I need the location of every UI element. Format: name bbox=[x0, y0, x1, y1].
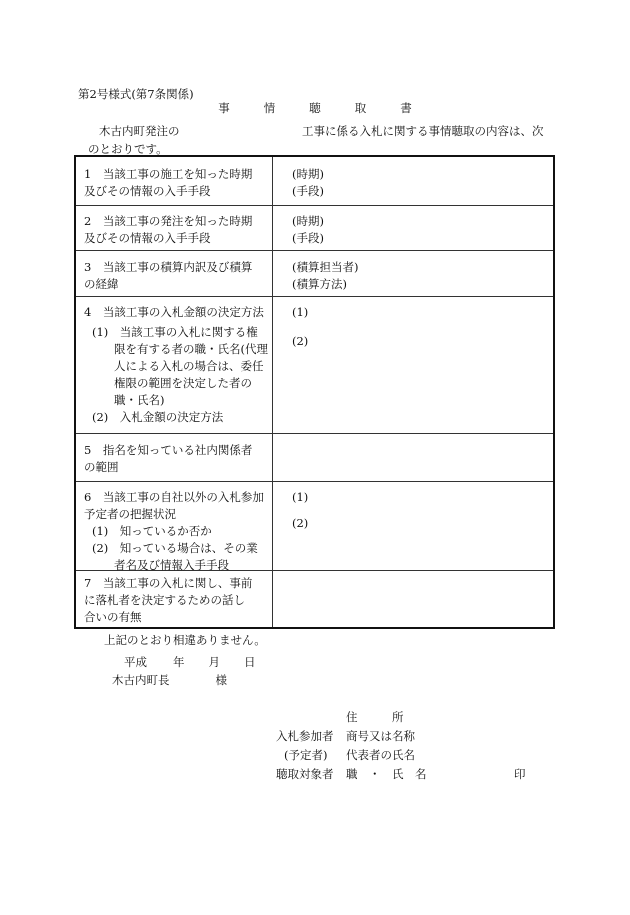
table-row-6 bbox=[76, 482, 553, 571]
row-4-label: 4 当該工事の入札金額の決定方法 (1) 当該工事の入札に関する権限を有する者の職・氏名(代理人による入札の場合は、委任権限の範囲を決定した者の職・氏名) (2) 入札金額の決定方法 bbox=[84, 305, 268, 424]
table-row-3 bbox=[76, 251, 553, 297]
intro-right: 工事に係る入札に関する事情聴取の内容は、次 bbox=[302, 124, 544, 138]
inquiry-table bbox=[74, 155, 555, 629]
intro-left: 木古内町発注の bbox=[99, 124, 180, 138]
row-1-answer[interactable]: (時期) (手段) bbox=[292, 167, 324, 198]
row-3-answer[interactable]: (積算担当者) (積算方法) bbox=[292, 260, 359, 291]
row-3-label: 3 当該工事の積算内訳及び積算 の経緯 bbox=[84, 260, 253, 291]
addressee-line bbox=[112, 672, 227, 689]
confirmation-text: 上記のとおり相違ありません。 bbox=[104, 633, 266, 647]
row-2-answer[interactable]: (時期) (手段) bbox=[292, 214, 324, 245]
intro-line2: のとおりです。 bbox=[88, 142, 168, 156]
title-char: 書 bbox=[400, 101, 412, 115]
company-name-label: 商号又は名称 bbox=[346, 729, 415, 743]
table-row-1 bbox=[76, 157, 553, 206]
seal-mark: 印 bbox=[514, 767, 526, 781]
representative-label: 代表者の氏名 bbox=[346, 748, 415, 762]
row-4-answer-1[interactable]: (1) bbox=[292, 305, 309, 319]
row-1-label: 1 当該工事の施工を知った時期 及びその情報の入手手段 bbox=[84, 167, 253, 198]
row-5-label: 5 指名を知っている社内関係者 の範囲 bbox=[84, 443, 253, 474]
date-era: 平成 bbox=[124, 655, 147, 669]
addressee: 木古内町長 bbox=[112, 673, 170, 687]
table-row-4 bbox=[76, 297, 553, 434]
row-6-label: 6 当該工事の自社以外の入札参加予定者の把握状況 (1) 知っているか否か (2) 知っている場合は、その業者名及び情報入手手段 bbox=[84, 490, 264, 572]
address-label: 住 所 bbox=[346, 710, 404, 724]
honorific: 様 bbox=[215, 673, 227, 687]
row-2-label: 2 当該工事の発注を知った時期 及びその情報の入手手段 bbox=[84, 214, 253, 245]
table-row-5 bbox=[76, 434, 553, 482]
title-char: 聴 bbox=[309, 101, 321, 115]
date-month: 月 bbox=[208, 655, 220, 669]
row-6-answer-1[interactable]: (1) bbox=[292, 490, 309, 504]
title-name-label: 職 ・ 氏 名 bbox=[346, 767, 427, 781]
row-6-answer-2[interactable]: (2) bbox=[292, 516, 309, 530]
signature-block bbox=[276, 708, 536, 784]
document-title bbox=[0, 100, 630, 117]
date-year: 年 bbox=[173, 655, 185, 669]
table-row-2 bbox=[76, 206, 553, 251]
title-char: 情 bbox=[263, 101, 276, 115]
table-row-7 bbox=[76, 571, 553, 629]
form-number: 第2号様式(第7条関係) bbox=[78, 87, 194, 101]
date-line bbox=[124, 654, 256, 671]
row-4-answer-2[interactable]: (2) bbox=[292, 334, 309, 348]
role-planned: (予定者) bbox=[284, 748, 328, 762]
role-interviewee: 聴取対象者 bbox=[276, 767, 334, 781]
role-bidder: 入札参加者 bbox=[276, 729, 334, 743]
row-7-label: 7 当該工事の入札に関し、事前 に落札者を決定するための話し 合いの有無 bbox=[84, 576, 253, 624]
date-day: 日 bbox=[244, 655, 256, 669]
title-char: 取 bbox=[354, 101, 367, 115]
title-char: 事 bbox=[218, 101, 230, 115]
